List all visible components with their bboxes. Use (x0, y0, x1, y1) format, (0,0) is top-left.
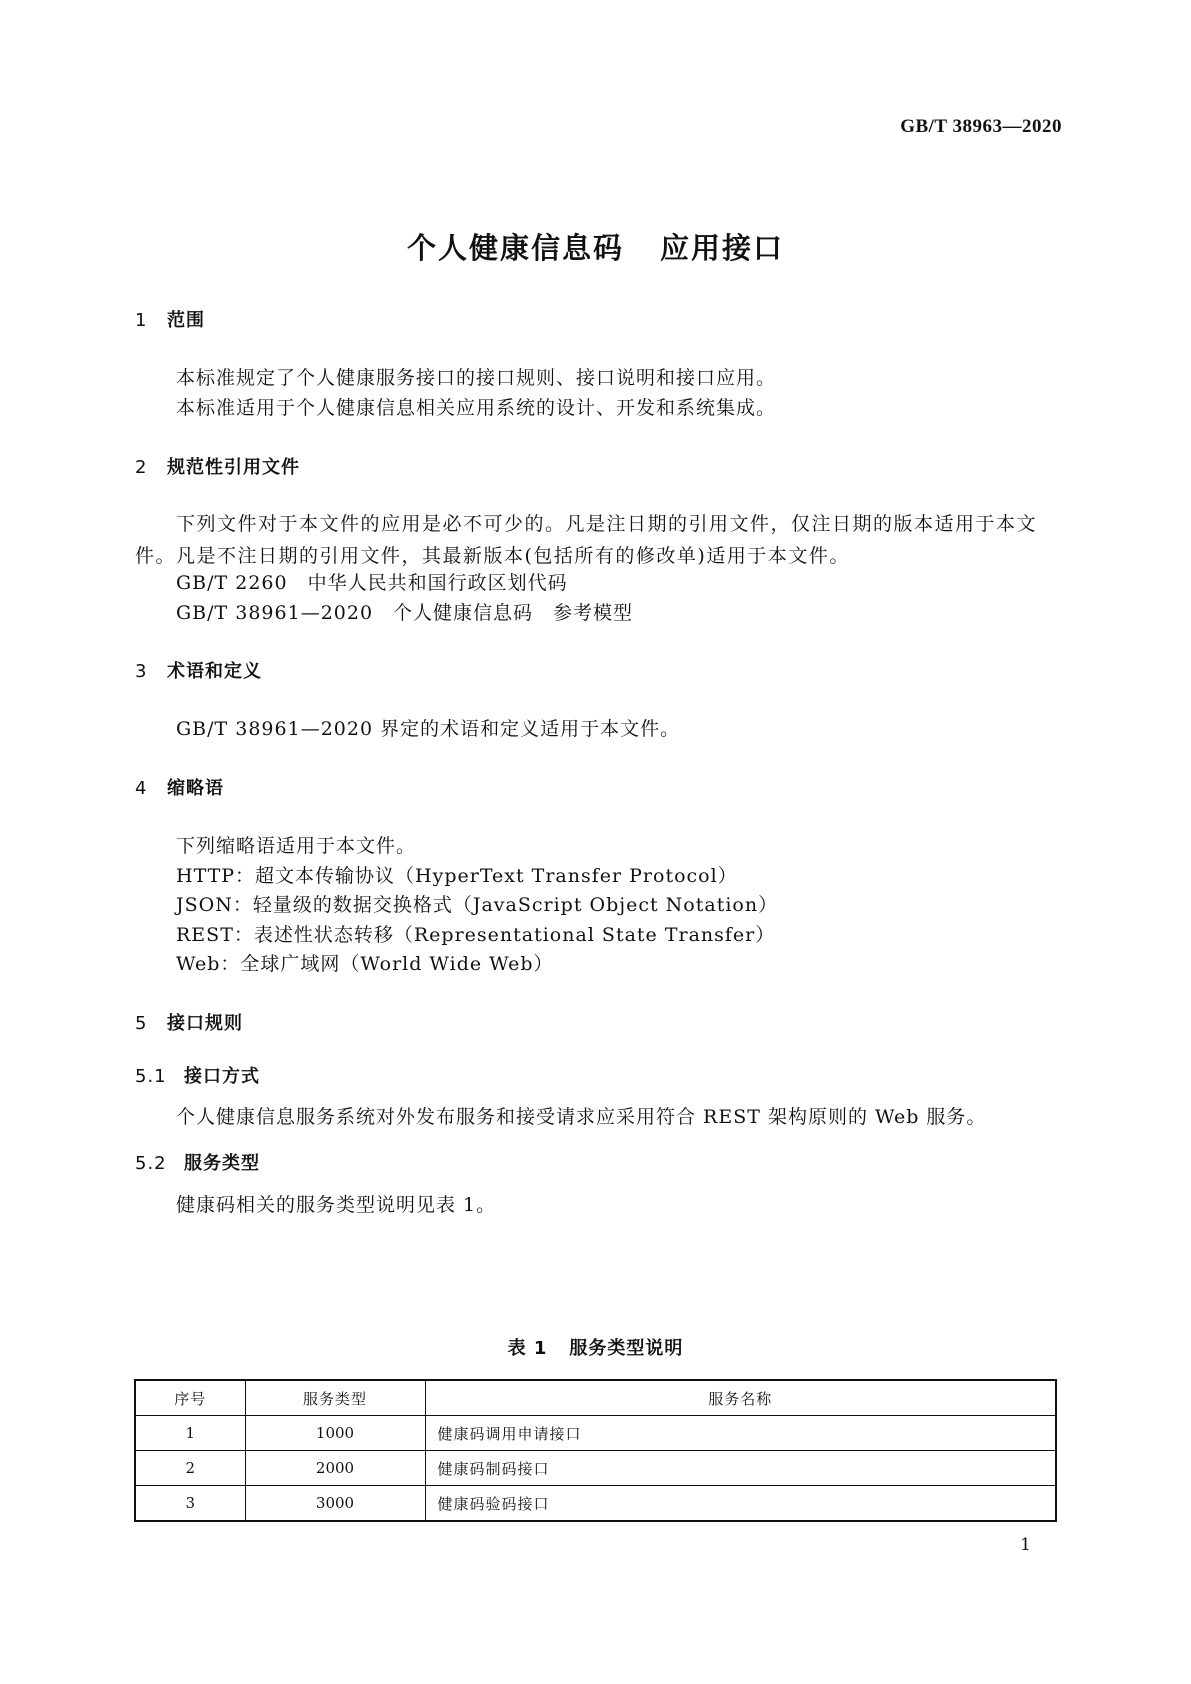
page-number: 1 (1020, 1535, 1031, 1555)
reference-item: GB/T 2260 中华人民共和国行政区划代码 (176, 572, 568, 594)
table-row (135, 1416, 1056, 1451)
reference-item: GB/T 38961—2020 个人健康信息码 参考模型 (176, 602, 634, 624)
cell-service-name: 健康码验码接口 (425, 1486, 1056, 1522)
cell-index: 2 (135, 1451, 245, 1486)
section-heading-normative-references: 2 规范性引用文件 (135, 457, 300, 478)
abbreviations-intro: 下列缩略语适用于本文件。 (176, 835, 417, 857)
column-header-service-name: 服务名称 (425, 1380, 1056, 1416)
cell-service-type: 1000 (245, 1416, 425, 1451)
abbreviation-item: REST：表述性状态转移（Representational State Transfer） (176, 924, 776, 946)
cell-index: 3 (135, 1486, 245, 1522)
abbreviation-item: HTTP：超文本传输协议（HyperText Transfer Protocol） (176, 865, 738, 887)
table-row (135, 1451, 1056, 1486)
title-part-1: 个人健康信息码 (406, 231, 624, 265)
cell-index: 1 (135, 1416, 245, 1451)
table-row (135, 1486, 1056, 1522)
abbreviation-item: Web：全球广域网（World Wide Web） (176, 953, 554, 975)
table-caption: 表 1 服务类型说明 (507, 1338, 684, 1359)
service-types-paragraph: 健康码相关的服务类型说明见表 1。 (176, 1194, 497, 1216)
section-heading-abbreviations: 4 缩略语 (135, 778, 224, 799)
title-part-2: 应用接口 (660, 231, 785, 265)
cell-service-type: 2000 (245, 1451, 425, 1486)
column-header-index: 序号 (135, 1380, 245, 1416)
interface-method-paragraph: 个人健康信息服务系统对外发布服务和接受请求应采用符合 REST 架构原则的 Web 服务。 (176, 1106, 987, 1128)
section-heading-scope: 1 范围 (135, 310, 205, 331)
section-heading-terms: 3 术语和定义 (135, 661, 262, 682)
cell-service-name: 健康码调用申请接口 (425, 1416, 1056, 1451)
cell-service-type: 3000 (245, 1486, 425, 1522)
scope-paragraph: 本标准规定了个人健康服务接口的接口规则、接口说明和接口应用。 (176, 367, 777, 389)
references-intro: 下列文件对于本文件的应用是必不可少的。凡是注日期的引用文件，仅注日期的版本适用于本文件。凡是不注日期的引用文件，其最新版本(包括所有的修改单)适用于本文件。 (135, 513, 1038, 567)
subsection-heading-interface-method: 5.1 接口方式 (135, 1066, 260, 1087)
standard-code: GB/T 38963—2020 (900, 116, 1062, 137)
terms-paragraph: GB/T 38961—2020 界定的术语和定义适用于本文件。 (176, 718, 681, 740)
abbreviation-item: JSON：轻量级的数据交换格式（JavaScript Object Notation） (176, 894, 779, 916)
page-title (0, 226, 1191, 267)
column-header-service-type: 服务类型 (245, 1380, 425, 1416)
subsection-heading-service-types: 5.2 服务类型 (135, 1153, 260, 1174)
service-types-table (134, 1379, 1057, 1522)
scope-paragraph: 本标准适用于个人健康信息相关应用系统的设计、开发和系统集成。 (176, 397, 777, 419)
section-heading-interface-rules: 5 接口规则 (135, 1013, 243, 1034)
table-header-row (135, 1380, 1056, 1416)
cell-service-name: 健康码制码接口 (425, 1451, 1056, 1486)
